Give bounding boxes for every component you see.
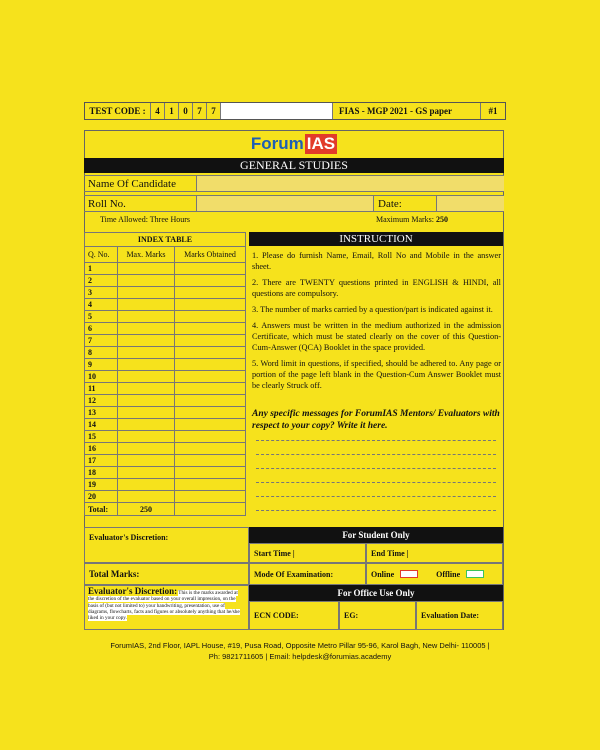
start-time-field[interactable]: Start Time |: [249, 543, 366, 563]
question-number: 13: [85, 407, 118, 419]
question-number: 10: [85, 371, 118, 383]
offline-label: Offline: [436, 569, 461, 579]
instruction-title: INSTRUCTION: [249, 232, 503, 246]
test-code-label: TEST CODE :: [85, 103, 151, 119]
question-number: 11: [85, 383, 118, 395]
max-marks-cell: [118, 275, 175, 287]
max-marks: [376, 215, 448, 224]
question-number: 16: [85, 443, 118, 455]
evaluator-discretion-label: Evaluator's Discretion:: [84, 527, 249, 563]
instruction-item: 1. Please do furnish Name, Email, Roll No and Mobile in the answer sheet.: [252, 251, 501, 271]
instruction-item: 2. There are TWENTY questions printed in ENGLISH & HINDI, all questions are compulsory.: [252, 278, 501, 298]
marks-obtained-cell[interactable]: [175, 263, 246, 275]
table-row: [85, 275, 246, 287]
paper-number: #1: [488, 106, 498, 116]
max-marks-cell: [118, 335, 175, 347]
question-number: 4: [85, 299, 118, 311]
message-line[interactable]: [256, 482, 496, 483]
marks-obtained-cell[interactable]: [175, 455, 246, 467]
table-row: [85, 347, 246, 359]
question-number: 19: [85, 479, 118, 491]
marks-obtained-cell[interactable]: [175, 299, 246, 311]
message-line[interactable]: [256, 440, 496, 441]
logo-forum-text: Forum: [250, 134, 304, 153]
question-number: 15: [85, 431, 118, 443]
max-marks-cell: [118, 263, 175, 275]
mentor-message-prompt: Any specific messages for ForumIAS Mentors/ Evaluators with respect to your copy? Write it here.: [252, 409, 500, 431]
evaluator-note-text: This is the marks awarded at the discretion of the evaluator based on your overall impression, on the basis of (but not limited to) your handwriting, presentation, use of diagrams, flowcharts, facts and figures or absolutely anything that he/she liked in your copy.: [88, 590, 240, 622]
test-code-strip: [84, 102, 506, 120]
max-marks-cell: [118, 371, 175, 383]
logo-ias-text: IAS: [306, 134, 336, 153]
total-marks-label: Total Marks:: [84, 563, 249, 585]
max-marks-cell: [118, 407, 175, 419]
max-marks-cell: [118, 443, 175, 455]
table-row: [85, 431, 246, 443]
table-row: [85, 359, 246, 371]
test-code-blank[interactable]: [221, 103, 333, 119]
question-number: 6: [85, 323, 118, 335]
test-code-digit: 0: [179, 103, 193, 119]
max-marks-value: 250: [436, 215, 448, 224]
question-number: 18: [85, 467, 118, 479]
question-number: 5: [85, 311, 118, 323]
candidate-name-row: [84, 175, 504, 192]
table-row: [85, 467, 246, 479]
time-allowed: Time Allowed: Three Hours: [100, 215, 190, 224]
question-number: 7: [85, 335, 118, 347]
max-marks-cell: [118, 383, 175, 395]
question-number: 20: [85, 491, 118, 503]
index-table-title: INDEX TABLE: [85, 233, 246, 247]
question-number: 3: [85, 287, 118, 299]
marks-obtained-cell[interactable]: [175, 323, 246, 335]
max-marks-label: Maximum Marks:: [376, 215, 434, 224]
marks-obtained-cell[interactable]: [175, 371, 246, 383]
table-row: [85, 395, 246, 407]
instruction-item: 3. The number of marks carried by a question/part is indicated against it.: [252, 305, 493, 314]
column-header: Q. No.: [85, 247, 118, 263]
office-use-title: For Office Use Only: [249, 585, 503, 601]
marks-obtained-cell[interactable]: [175, 383, 246, 395]
footer-address: ForumIAS, 2nd Floor, IAPL House, #19, Pusa Road, Opposite Metro Pillar 95-96, Karol Bagh, New Delhi- 110005 |: [110, 641, 490, 650]
max-marks-cell: [118, 395, 175, 407]
eg-field[interactable]: EG:: [339, 601, 416, 630]
question-number: 2: [85, 275, 118, 287]
message-line[interactable]: [256, 468, 496, 469]
max-marks-cell: [118, 287, 175, 299]
roll-field[interactable]: [197, 196, 374, 211]
table-row: [85, 299, 246, 311]
index-table: [84, 232, 246, 516]
evaluation-date-field[interactable]: Evaluation Date:: [416, 601, 503, 630]
question-number: 14: [85, 419, 118, 431]
table-row: [85, 383, 246, 395]
marks-obtained-cell[interactable]: [175, 443, 246, 455]
max-marks-cell: [118, 311, 175, 323]
ecn-code-field[interactable]: ECN CODE:: [249, 601, 339, 630]
marks-obtained-cell[interactable]: [175, 431, 246, 443]
table-row: [85, 335, 246, 347]
test-code-digit: 4: [151, 103, 165, 119]
marks-obtained-cell[interactable]: [175, 395, 246, 407]
test-code-digit: 1: [165, 103, 179, 119]
message-line[interactable]: [256, 510, 496, 511]
online-label: Online: [371, 569, 395, 579]
marks-obtained-cell[interactable]: [175, 479, 246, 491]
total-value: 250: [118, 503, 175, 516]
offline-checkbox[interactable]: [466, 570, 484, 578]
table-row: [85, 287, 246, 299]
table-row: [85, 371, 246, 383]
marks-obtained-cell[interactable]: [175, 467, 246, 479]
total-obtained[interactable]: [175, 503, 246, 516]
message-line[interactable]: [256, 496, 496, 497]
question-number: 9: [85, 359, 118, 371]
online-checkbox[interactable]: [400, 570, 418, 578]
message-line[interactable]: [256, 454, 496, 455]
column-header: Max. Marks: [118, 247, 175, 263]
marks-obtained-cell[interactable]: [175, 359, 246, 371]
date-field[interactable]: [437, 196, 504, 211]
footer: [80, 640, 520, 662]
marks-obtained-cell[interactable]: [175, 419, 246, 431]
test-code-digit: 7: [207, 103, 221, 119]
table-row: [85, 491, 246, 503]
evaluator-note: [84, 585, 249, 630]
marks-obtained-cell[interactable]: [175, 491, 246, 503]
instruction-item: 4. Answers must be written in the medium authorized in the admission Certificate, which must be stated clearly on the cover of this Question-Cum-Answer (QCA) Booklet in the space provided.: [252, 321, 501, 352]
mode-label: Mode Of Examination:: [249, 563, 366, 585]
table-row: [85, 407, 246, 419]
table-row: [85, 323, 246, 335]
max-marks-cell: [118, 431, 175, 443]
table-row: [85, 311, 246, 323]
column-header: Marks Obtained: [175, 247, 246, 263]
date-label: Date:: [374, 196, 437, 211]
instruction-item: 5. Word limit in questions, if specified, should be adhered to. Any page or portion of the page left blank in the Question-Cum Answer Booklet must be clearly Struck off.: [252, 359, 501, 390]
evaluator-note-label: Evaluator's Discretion:: [88, 586, 178, 596]
instruction-list: [252, 250, 501, 396]
max-marks-cell: [118, 347, 175, 359]
candidate-name-label: Name Of Candidate: [84, 176, 197, 191]
marks-obtained-cell[interactable]: [175, 347, 246, 359]
paper-name: FIAS - MGP 2021 - GS paper: [333, 103, 481, 119]
forumias-logo: [84, 132, 504, 156]
table-row: [85, 455, 246, 467]
page-title: GENERAL STUDIES: [84, 158, 504, 173]
total-label: Total:: [85, 503, 118, 516]
table-row: [85, 479, 246, 491]
marks-obtained-cell[interactable]: [175, 407, 246, 419]
marks-obtained-cell[interactable]: [175, 275, 246, 287]
table-row: [85, 419, 246, 431]
max-marks-cell: [118, 491, 175, 503]
roll-label: Roll No.: [84, 196, 197, 211]
max-marks-cell: [118, 359, 175, 371]
footer-contact: Ph: 9821711605 | Email: helpdesk@forumias.academy: [208, 652, 392, 661]
max-marks-cell: [118, 419, 175, 431]
mode-options: [366, 563, 503, 585]
max-marks-cell: [118, 467, 175, 479]
marks-obtained-cell[interactable]: [175, 287, 246, 299]
max-marks-cell: [118, 323, 175, 335]
question-number: 1: [85, 263, 118, 275]
candidate-name-field[interactable]: [197, 176, 504, 191]
student-only-title: For Student Only: [249, 527, 503, 543]
question-number: 12: [85, 395, 118, 407]
test-code-digit: 7: [193, 103, 207, 119]
marks-obtained-cell[interactable]: [175, 311, 246, 323]
marks-obtained-cell[interactable]: [175, 335, 246, 347]
table-row: [85, 263, 246, 275]
max-marks-cell: [118, 299, 175, 311]
table-row: [85, 443, 246, 455]
roll-row: [84, 195, 504, 212]
question-number: 8: [85, 347, 118, 359]
question-number: 17: [85, 455, 118, 467]
end-time-field[interactable]: End Time |: [366, 543, 503, 563]
max-marks-cell: [118, 455, 175, 467]
max-marks-cell: [118, 479, 175, 491]
